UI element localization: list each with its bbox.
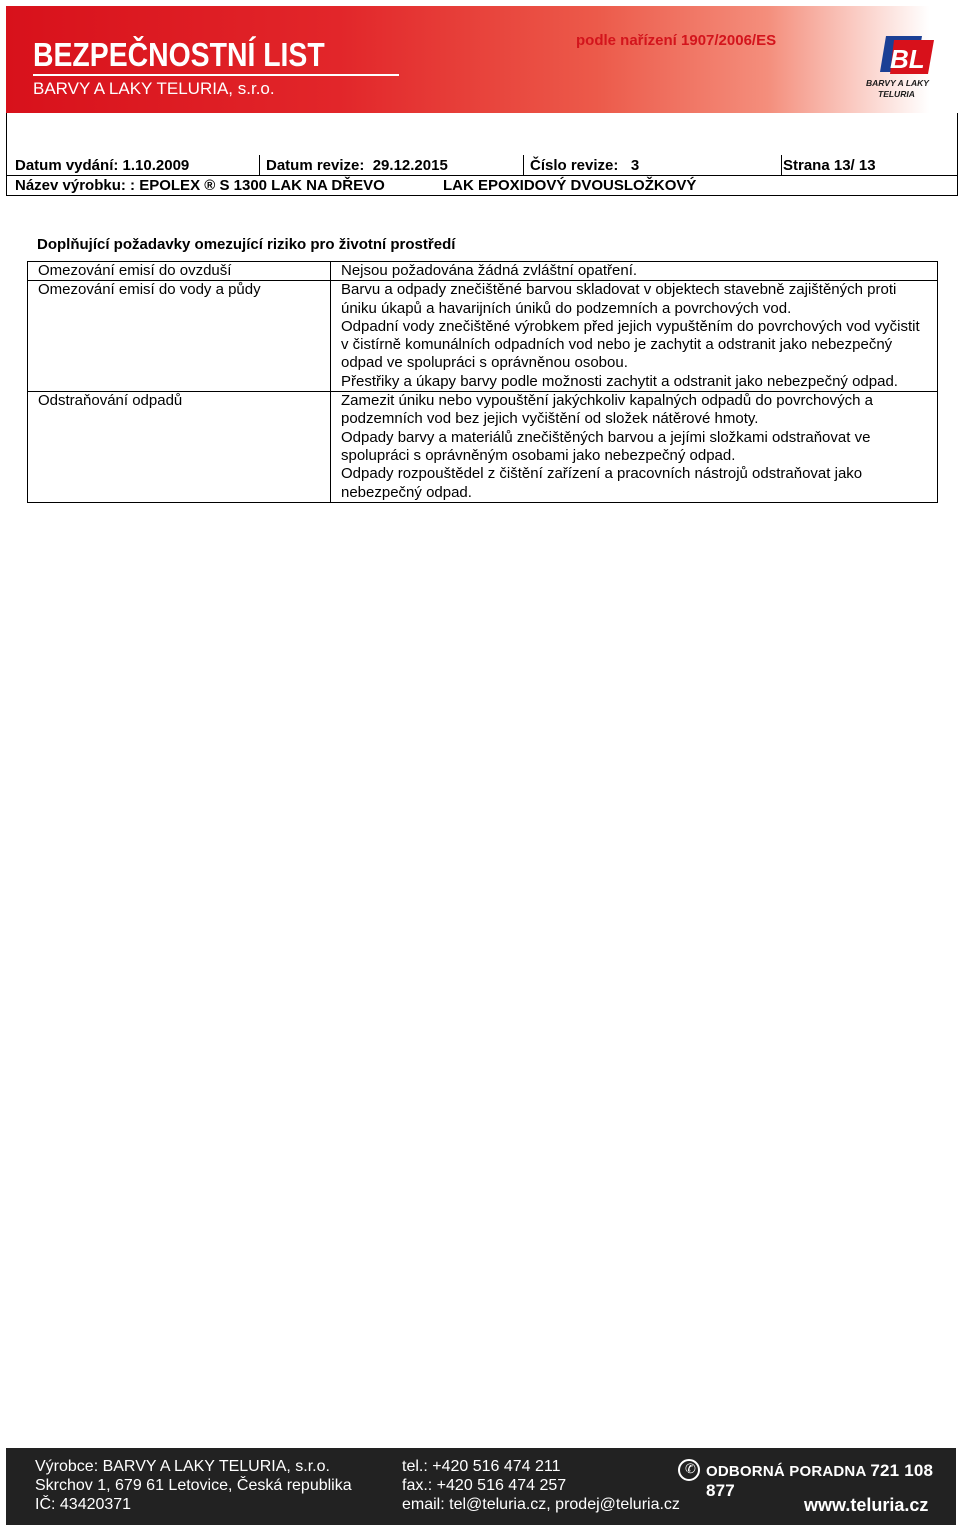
info-divider: [523, 155, 524, 175]
phone-icon: ✆: [678, 1459, 700, 1481]
issue-date: Datum vydání: 1.10.2009: [15, 157, 190, 174]
footer-email: email: tel@teluria.cz, prodej@teluria.cz: [402, 1496, 680, 1513]
row-paragraph: Barvu a odpady znečištěné barvou skladovat v objektech stavebně zajištěných proti úniku úkapů a havarijních úniků do podzemních a povrchových vod.: [341, 281, 897, 317]
footer-address: Skrchov 1, 679 61 Letovice, Česká republika: [35, 1477, 352, 1494]
footer-website: www.teluria.cz: [804, 1495, 929, 1515]
company-name: BARVY A LAKY TELURIA, s.r.o.: [33, 79, 275, 98]
row-content: [331, 281, 938, 392]
logo-letters: BL: [890, 44, 925, 74]
teluria-logo: [864, 32, 940, 100]
info-divider: [781, 155, 782, 175]
hotline-label: ODBORNÁ PORADNA: [706, 1463, 866, 1480]
requirements-table: [27, 261, 938, 503]
row-content: [331, 392, 938, 503]
row-paragraph: Zamezit úniku nebo vypouštění jakýchkoliv kapalných odpadů do povrchových a podzemních vod bez jejich vyčištění od složek nátěrové hmoty.: [341, 392, 873, 428]
section-title: Doplňující požadavky omezující riziko pro životní prostředí: [37, 236, 456, 253]
logo-text-top: BARVY A LAKY: [866, 78, 929, 88]
row-paragraph: Odpadní vody znečištěné výrobkem před jejich vypuštěním do povrchových vod vyčistit v čistírně komunálních odpadních vod nebo je zachytit a odstranit jako nebezpečný odpad ve spolupráci s oprávněnou osobou.: [341, 317, 920, 372]
row-label: Omezování emisí do vody a půdy: [28, 281, 331, 392]
product-name: Název výrobku: : EPOLEX ® S 1300 LAK NA DŘEVO: [15, 177, 385, 194]
hotline-number: 721 108 877: [706, 1461, 934, 1500]
regulation-reference: podle nařízení 1907/2006/ES: [576, 32, 777, 49]
revision-number: Číslo revize: 3: [530, 157, 640, 174]
header-banner: [6, 6, 958, 113]
row-paragraph: Přestřiky a úkapy barvy podle možnosti zachytit a odstranit jako nebezpečný odpad.: [341, 372, 898, 390]
document-title: BEZPEČNOSTNÍ LIST: [33, 36, 325, 73]
table-row: [28, 392, 938, 503]
row-paragraph: Nejsou požadována žádná zvláštní opatření.: [341, 262, 638, 279]
row-content: [331, 262, 938, 281]
table-row: [28, 281, 938, 392]
title-underline: [33, 74, 399, 76]
footer-ic: IČ: 43420371: [35, 1496, 132, 1513]
row-label: Odstraňování odpadů: [28, 392, 331, 503]
row-paragraph: Odpady barvy a materiálů znečištěných barvou a jejími složkami odstraňovat ve spolupráci s oprávněným osobami jako nebezpečný odpad.: [341, 428, 871, 464]
page-footer: [6, 1448, 956, 1525]
document-info-box: [6, 113, 958, 196]
revision-date: Datum revize: 29.12.2015: [266, 157, 448, 174]
row-label: Omezování emisí do ovzduší: [28, 262, 331, 281]
info-separator: [7, 175, 957, 176]
product-description: LAK EPOXIDOVÝ DVOUSLOŽKOVÝ: [443, 177, 697, 194]
info-divider: [259, 155, 260, 175]
footer-tel: tel.: +420 516 474 211: [402, 1458, 561, 1475]
row-paragraph: Odpady rozpouštědel z čištění zařízení a pracovních nástrojů odstraňovat jako nebezpečný odpad.: [341, 465, 863, 501]
table-row: [28, 262, 938, 281]
logo-text-bottom: TELURIA: [878, 89, 915, 99]
footer-fax: fax.: +420 516 474 257: [402, 1477, 567, 1494]
page-number: Strana 13/ 13: [783, 157, 876, 174]
footer-manufacturer: Výrobce: BARVY A LAKY TELURIA, s.r.o.: [35, 1458, 330, 1475]
